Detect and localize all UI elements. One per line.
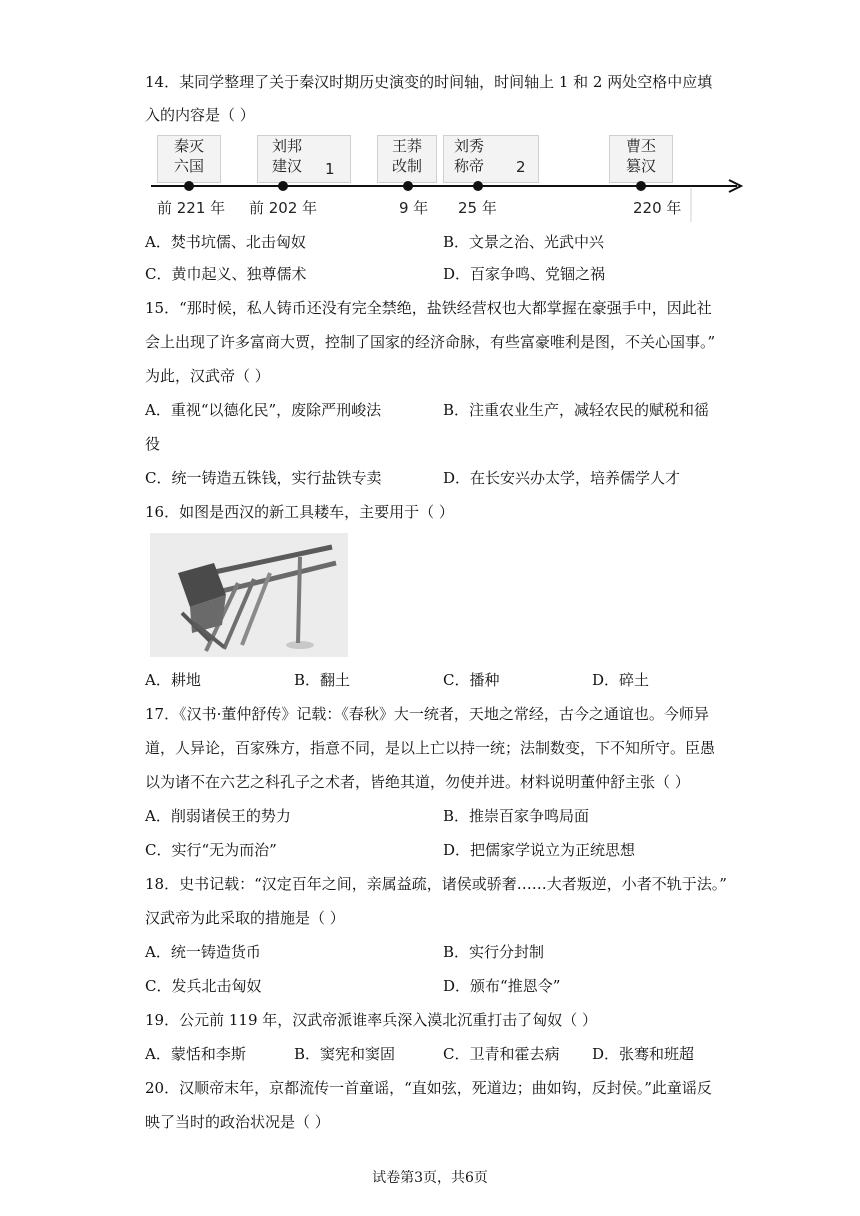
timeline-year-4: 25 年: [458, 199, 497, 217]
timeline-blank-1: 1: [325, 160, 335, 178]
q15-option-d: D．在长安兴办太学，培养儒学人才: [443, 469, 681, 487]
q17-stem-line3: 以为诸不在六艺之科孔子之术者，皆绝其道，勿使并进。材料说明董仲舒主张（ ）: [145, 773, 690, 791]
q18-option-d: D．颁布“推恩令”: [443, 977, 561, 995]
q15-stem-line3: 为此，汉武帝（ ）: [145, 367, 270, 385]
timeline-year-5: 220 年: [633, 199, 682, 217]
q14-stem-line1: 14．某同学整理了关于秦汉时期历史演变的时间轴，时间轴上 1 和 2 两处空格中应填: [145, 73, 713, 91]
q18-option-b: B．实行分封制: [443, 943, 545, 961]
q19-option-b: B．窦宪和窦固: [294, 1045, 396, 1063]
timeline-diagram: [145, 130, 755, 225]
timeline-dot-4: [473, 181, 483, 191]
timeline-event-4: 刘秀 称帝: [443, 135, 539, 183]
timeline-year-2: 前 202 年: [249, 199, 318, 217]
page-footer: 试卷第3页，共6页: [372, 1170, 488, 1186]
q16-option-d: D．碎土: [592, 671, 650, 689]
timeline-event-2: 刘邦 建汉: [257, 135, 351, 183]
seed-drill-photo: [150, 533, 348, 657]
q18-option-a: A．统一铸造货币: [145, 943, 261, 961]
q15-option-b: B．注重农业生产，减轻农民的赋税和徭: [443, 401, 710, 419]
q18-stem-line1: 18．史书记载：“汉定百年之间，亲属益疏，诸侯或骄奢……大者叛逆，小者不轨于法。”: [145, 875, 727, 893]
q16-option-c: C．播种: [443, 671, 500, 689]
q19-stem-line1: 19．公元前 119 年，汉武帝派谁率兵深入漠北沉重打击了匈奴（ ）: [145, 1011, 598, 1029]
q16-option-a: A．耕地: [145, 671, 201, 689]
q15-option-a: A．重视“以德化民”，废除严刑峻法: [145, 401, 382, 419]
q14-option-b: B．文景之治、光武中兴: [443, 233, 605, 251]
timeline-event-5: 曹丕 篡汉: [609, 135, 673, 183]
timeline-event-1: 秦灭 六国: [157, 135, 221, 183]
q14-stem-line2: 入的内容是（ ）: [145, 106, 255, 124]
q14-option-d: D．百家争鸣、党锢之祸: [443, 265, 606, 283]
timeline-dot-3: [403, 181, 413, 191]
q17-option-d: D．把儒家学说立为正统思想: [443, 841, 636, 859]
timeline-year-3: 9 年: [399, 199, 429, 217]
timeline-blank-2: 2: [516, 158, 526, 176]
q17-option-a: A．削弱诸侯王的势力: [145, 807, 291, 825]
q15-stem-line1: 15．“那时候，私人铸币还没有完全禁绝，盐铁经营权也大都掌握在豪强手中，因此社: [145, 299, 712, 317]
q17-option-c: C．实行“无为而治”: [145, 841, 277, 859]
timeline-dot-2: [278, 181, 288, 191]
timeline-year-1: 前 221 年: [157, 199, 226, 217]
q16-stem-line1: 16．如图是西汉的新工具耧车，主要用于（ ）: [145, 503, 454, 521]
timeline-dot-5: [636, 181, 646, 191]
q20-stem-line2: 映了当时的政治状况是（ ）: [145, 1113, 330, 1131]
q19-option-c: C．卫青和霍去病: [443, 1045, 560, 1063]
q17-stem-line2: 道，人异论，百家殊方，指意不同，是以上亡以持一统；法制数变，下不知所守。臣愚: [145, 739, 716, 757]
q15-option-b-continued: 役: [145, 435, 161, 453]
q15-option-c: C．统一铸造五铢钱，实行盐铁专卖: [145, 469, 382, 487]
seed-drill-illustration: [150, 533, 348, 657]
timeline-event-3: 王莽 改制: [377, 135, 437, 183]
q14-option-c: C．黄巾起义、独尊儒术: [145, 265, 307, 283]
q16-option-b: B．翻土: [294, 671, 351, 689]
q18-stem-line2: 汉武帝为此采取的措施是（ ）: [145, 909, 345, 927]
q20-stem-line1: 20．汉顺帝末年，京都流传一首童谣，“直如弦，死道边；曲如钩，反封侯。”此童谣反: [145, 1079, 712, 1097]
q15-stem-line2: 会上出现了许多富商大贾，控制了国家的经济命脉，有些富豪唯利是图，不关心国事。”: [145, 333, 716, 351]
q17-stem-line1: 17．《汉书·董仲舒传》记载：《春秋》大一统者，天地之常经，古今之通谊也。今师异: [145, 705, 709, 723]
timeline-dot-1: [184, 181, 194, 191]
q18-option-c: C．发兵北击匈奴: [145, 977, 262, 995]
q17-option-b: B．推崇百家争鸣局面: [443, 807, 590, 825]
q19-option-d: D．张骞和班超: [592, 1045, 695, 1063]
q14-option-a: A．焚书坑儒、北击匈奴: [145, 233, 306, 251]
q19-option-a: A．蒙恬和李斯: [145, 1045, 246, 1063]
